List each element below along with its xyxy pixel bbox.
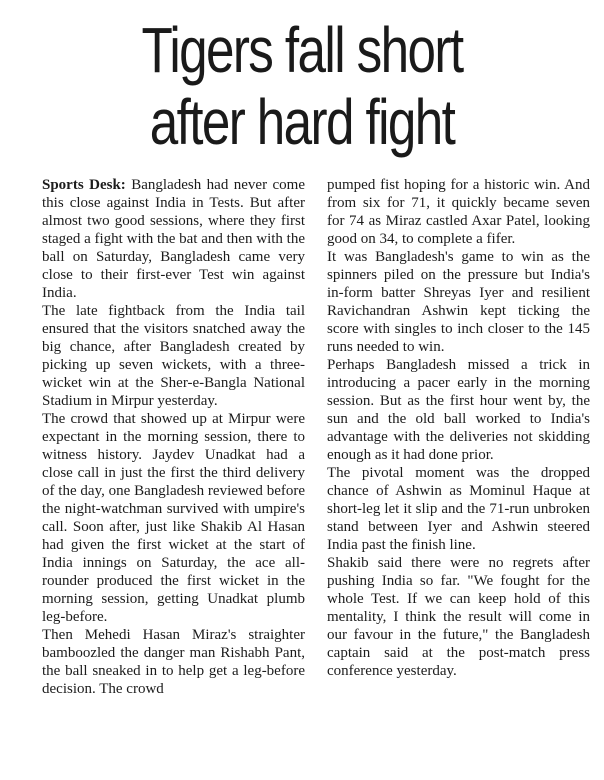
article-paragraph: Then Mehedi Hasan Miraz's straighter bamboozled the danger man Rishabh Pant, the ball sneaked in to help get a leg-before decision. The crowd (42, 627, 305, 697)
article-paragraph: It was Bangladesh's game to win as the spinners piled on the pressure but India's in-form batter Shreyas Iyer and resilient Ravichandran Ashwin kept ticking the score with singles to inch closer to the 145 runs needed to win. (327, 249, 590, 355)
article-paragraph: Shakib said there were no regrets after pushing India so far. "We fought for the whole Test. If we can keep hold of this mentality, I think the result will come in our favour in the future," the Bangladesh captain said at the post-match press conference yesterday. (327, 555, 590, 679)
article-paragraph: The late fightback from the India tail ensured that the visitors snatched away the big chance, after Bangladesh created by picking up seven wickets, with a three-wicket win at the Sher-e-Bangla National Stadium in Mirpur yesterday. (42, 303, 305, 409)
article-column-2 (327, 176, 590, 772)
byline: Sports Desk: (42, 177, 126, 193)
headline (60, 14, 543, 158)
article-paragraph: The crowd that showed up at Mirpur were expectant in the morning session, there to witness history. Jaydev Unadkat had a close call in just the first the third delivery of the day, one Bangladesh reviewed before the night-watchman survived with umpire's call. Soon after, just like Shakib Al Hasan had given the first wicket at the start of India innings on Saturday, the ace all-rounder produced the first wicket in the morning session, getting Unadkat plumb leg-before. (42, 411, 305, 625)
lead-text: Bangladesh had never come this close against India in Tests. But after almost two good sessions, where they first staged a fight with the bat and then with the ball on Saturday, Bangladesh came very close to their first-ever Test win against India. (42, 177, 305, 301)
article-paragraph: pumped fist hoping for a historic win. And from six for 71, it quickly became seven for 74 as Miraz castled Axar Patel, looking good on 34, to complete a fifer. (327, 177, 590, 247)
headline-line-2: after hard fight (149, 86, 455, 158)
article-paragraph: Perhaps Bangladesh missed a trick in introducing a pacer early in the morning session. But as the first hour went by, the sun and the old ball worked to India's advantage with the deliveries not skidding enough as it had done prior. (327, 357, 590, 463)
headline-line-1: Tigers fall short (141, 14, 463, 86)
article-paragraph (42, 176, 305, 302)
article-body (42, 176, 590, 772)
article-column-1 (42, 176, 305, 772)
article-paragraph: The pivotal moment was the dropped chance of Ashwin as Mominul Haque at short-leg let it slip and the 71-run unbroken stand between Iyer and Ashwin steered India past the finish line. (327, 465, 590, 553)
